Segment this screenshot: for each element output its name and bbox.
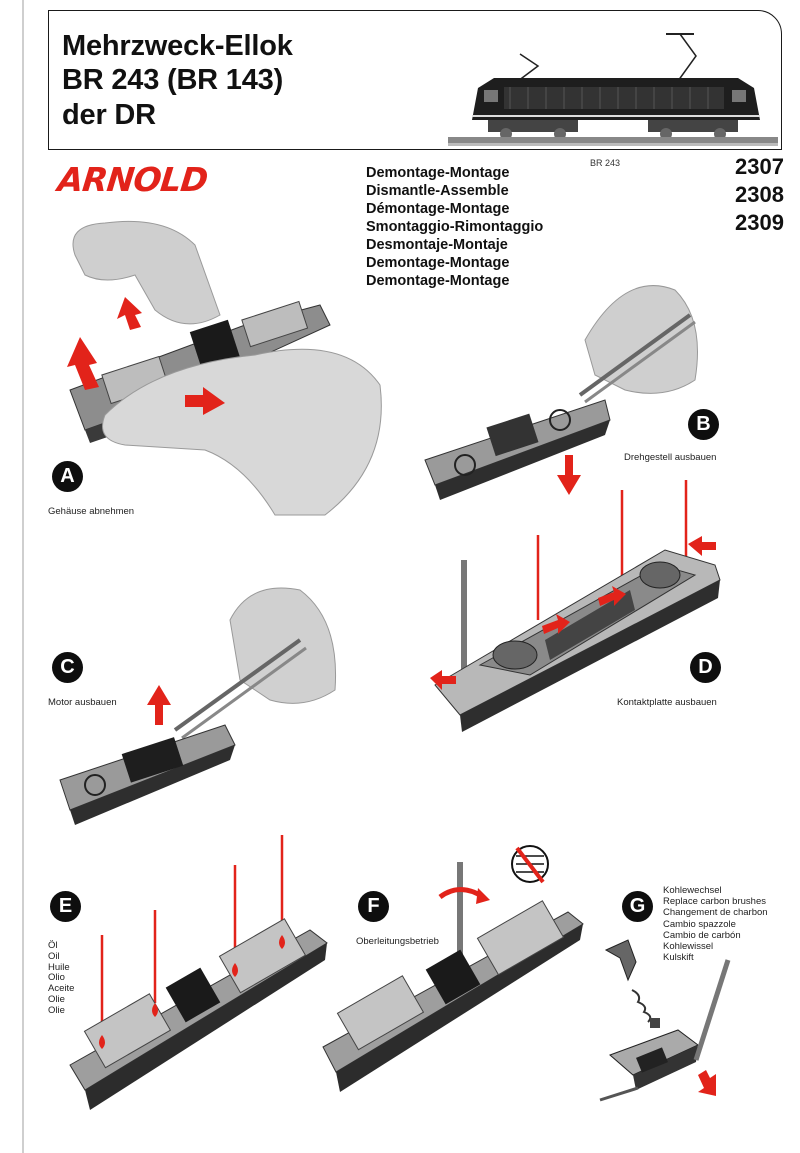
title-line-1: Mehrzweck-Ellok (62, 30, 293, 62)
oil-label: Öl (48, 940, 58, 951)
step-g-badge: G (622, 891, 653, 922)
loco-caption: BR 243 (590, 158, 621, 168)
language-item: Demontage-Montage (366, 273, 510, 289)
step-e-badge: E (50, 891, 81, 922)
product-number: 2309 (735, 210, 784, 235)
step-d-caption: Kontaktplatte ausbauen (617, 697, 717, 708)
product-number: 2308 (735, 182, 784, 207)
step-a-illustration (45, 215, 390, 515)
step-b-caption: Drehgestell ausbauen (624, 452, 717, 463)
step-f-caption: Oberleitungsbetrieb (356, 936, 439, 947)
arnold-logo: ARNOLD (55, 160, 210, 199)
language-item: Demontage-Montage (366, 255, 510, 271)
step-a-badge: A (52, 461, 83, 492)
language-item: Dismantle-Assemble (366, 183, 509, 199)
brush-label: Kohlewechsel (663, 885, 722, 896)
brush-label: Replace carbon brushes (663, 896, 766, 908)
step-c-caption: Motor ausbauen (48, 697, 117, 708)
title-line-3: der DR (62, 99, 156, 131)
brush-label: Kohlewissel (663, 941, 714, 953)
step-c-badge: C (52, 652, 83, 683)
language-item: Démontage-Montage (366, 201, 510, 217)
oil-label: Olie (48, 993, 65, 1005)
oil-label-list (48, 941, 74, 1017)
oil-label: Olie (48, 1004, 65, 1016)
brush-label: Cambio spazzole (663, 918, 736, 930)
oil-label: Oil (48, 950, 60, 962)
step-d-badge: D (690, 652, 721, 683)
oil-label: Olio (48, 972, 65, 984)
step-f-illustration (318, 842, 598, 1102)
brush-label-list (663, 885, 768, 963)
step-g-illustration (598, 940, 758, 1110)
no-catenary-icon (512, 846, 548, 882)
step-e-illustration (65, 835, 335, 1115)
brush-label: Kulskift (663, 952, 694, 964)
locomotive-illustration (448, 24, 778, 154)
brush-label: Cambio de carbón (663, 929, 741, 941)
language-item: Desmontaje-Montaje (366, 237, 508, 253)
language-item: Demontage-Montage (366, 165, 510, 181)
step-f-badge: F (358, 891, 389, 922)
arrow-icon (476, 888, 490, 904)
arrow-icon (698, 1070, 716, 1096)
oil-label: Huile (48, 961, 70, 973)
step-b-badge: B (688, 409, 719, 440)
page-edge (22, 0, 24, 1153)
arrow-icon (147, 685, 171, 725)
brush-label: Changement de charbon (663, 907, 768, 919)
oil-label: Aceite (48, 983, 75, 995)
product-number: 2307 (735, 154, 784, 179)
product-number-list (722, 153, 784, 237)
language-item: Smontaggio-Rimontaggio (366, 219, 544, 235)
title-line-2: BR 243 (BR 143) (62, 64, 284, 96)
step-a-caption: Gehäuse abnehmen (48, 506, 135, 517)
